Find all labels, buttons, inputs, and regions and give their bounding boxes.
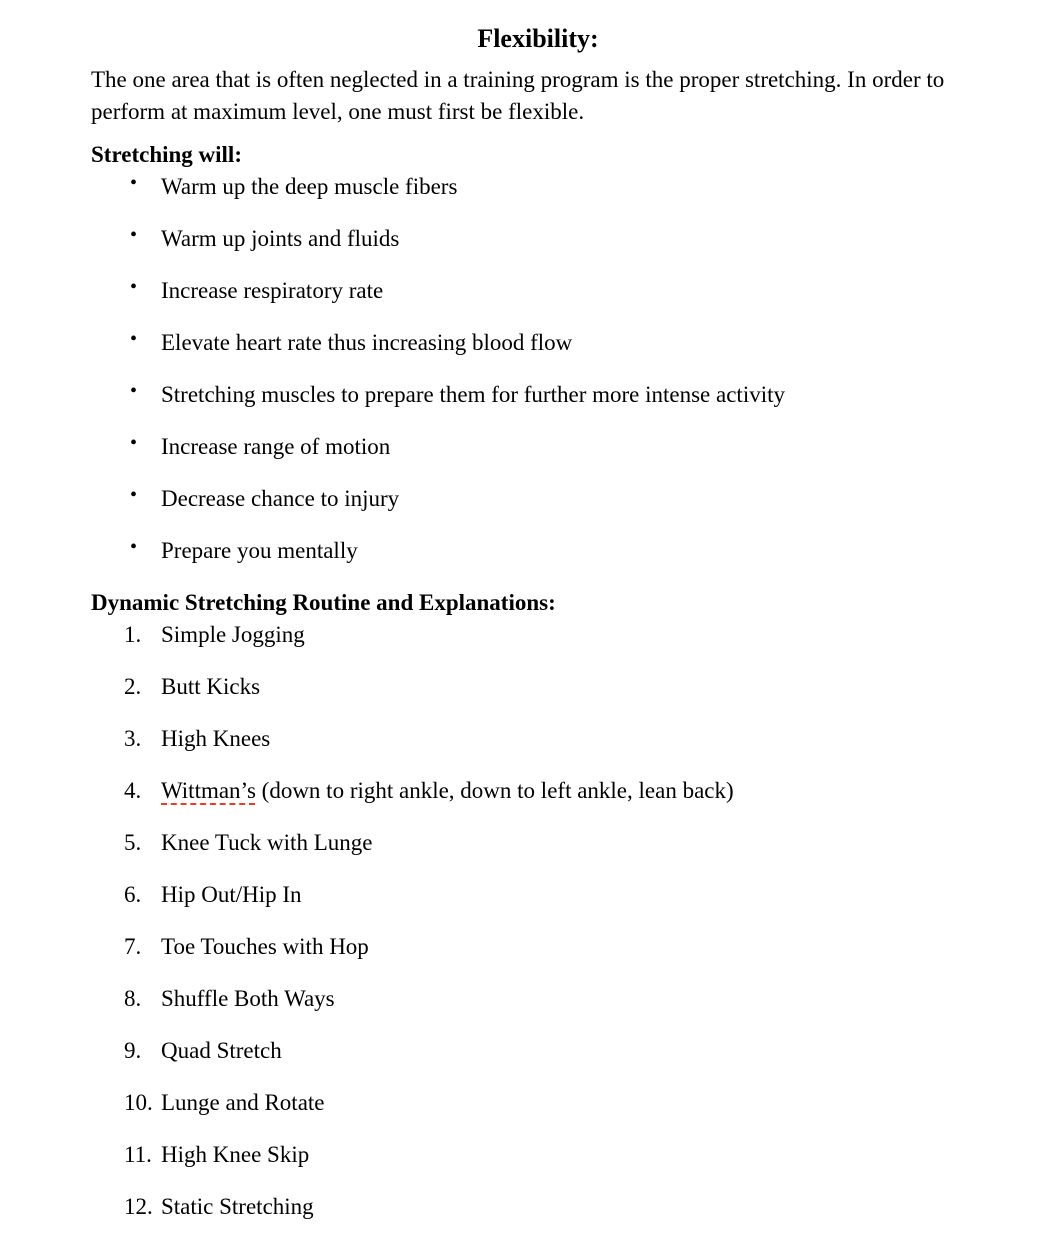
- list-item: [91, 827, 951, 859]
- list-item: [91, 327, 951, 359]
- misspelled-word[interactable]: Wittman’s: [161, 778, 256, 803]
- item-number: 2.: [124, 674, 142, 699]
- list-item: [91, 723, 951, 755]
- list-item: [91, 931, 951, 963]
- item-number: 5.: [124, 830, 142, 855]
- stretching-bullet-list: [91, 171, 951, 567]
- list-item: [91, 1035, 951, 1067]
- bullet-icon: •: [130, 432, 138, 454]
- bullet-text: Increase respiratory rate: [161, 278, 384, 303]
- item-text: Lunge and Rotate: [161, 1090, 325, 1115]
- list-item: [91, 379, 951, 411]
- item-text-rest: (down to right ankle, down to left ankle, lean back): [255, 778, 734, 803]
- item-number: 7.: [124, 934, 142, 959]
- routine-numbered-list: [91, 619, 951, 1223]
- item-number: 11.: [124, 1142, 152, 1167]
- list-item: [91, 619, 951, 651]
- list-item: [91, 535, 951, 567]
- intro-paragraph: The one area that is often neglected in a training program is the proper stretching. In order to perform at maximum level, one must first be flexible.: [91, 67, 945, 124]
- bullet-text: Warm up joints and fluids: [161, 226, 400, 251]
- bullet-icon: •: [130, 224, 138, 246]
- item-text: Shuffle Both Ways: [161, 986, 335, 1011]
- item-text: Knee Tuck with Lunge: [161, 830, 373, 855]
- bullet-icon: •: [130, 380, 138, 402]
- item-number: 9.: [124, 1038, 142, 1063]
- item-number: 10.: [124, 1090, 153, 1115]
- item-text: High Knees: [161, 726, 271, 751]
- item-text: Static Stretching: [161, 1194, 314, 1219]
- bullet-text: Increase range of motion: [161, 434, 391, 459]
- bullet-icon: •: [130, 276, 138, 298]
- bullet-text: Decrease chance to injury: [161, 486, 400, 511]
- item-text: Butt Kicks: [161, 674, 261, 699]
- bullet-text: Stretching muscles to prepare them for further more intense activity: [161, 382, 785, 407]
- bullet-text: Warm up the deep muscle fibers: [161, 174, 458, 199]
- item-number: 12.: [124, 1194, 153, 1219]
- list-item: [91, 171, 951, 203]
- list-item: [91, 431, 951, 463]
- bullet-icon: •: [130, 328, 138, 350]
- stretching-heading: Stretching will:: [91, 142, 242, 167]
- bullet-text: Prepare you mentally: [161, 538, 358, 563]
- item-number: 4.: [124, 778, 142, 803]
- list-item: [91, 1139, 951, 1171]
- list-item: [91, 775, 951, 807]
- page-title: Flexibility:: [477, 24, 599, 53]
- bullet-icon: •: [130, 484, 138, 506]
- routine-heading: Dynamic Stretching Routine and Explanations:: [91, 590, 556, 615]
- list-item: [91, 879, 951, 911]
- list-item: [91, 1087, 951, 1119]
- item-text: High Knee Skip: [161, 1142, 310, 1167]
- bullet-text: Elevate heart rate thus increasing blood flow: [161, 330, 573, 355]
- item-text: Toe Touches with Hop: [161, 934, 369, 959]
- item-number: 8.: [124, 986, 142, 1011]
- item-number: 6.: [124, 882, 142, 907]
- item-text: Quad Stretch: [161, 1038, 282, 1063]
- list-item: [91, 983, 951, 1015]
- list-item: [91, 275, 951, 307]
- item-text: Hip Out/Hip In: [161, 882, 302, 907]
- list-item: [91, 223, 951, 255]
- bullet-icon: •: [130, 172, 138, 194]
- item-number: 3.: [124, 726, 142, 751]
- item-text: [161, 778, 734, 803]
- list-item: [91, 671, 951, 703]
- bullet-icon: •: [130, 536, 138, 558]
- list-item: [91, 483, 951, 515]
- item-text: Simple Jogging: [161, 622, 305, 647]
- item-number: 1.: [124, 622, 142, 647]
- list-item: [91, 1191, 951, 1223]
